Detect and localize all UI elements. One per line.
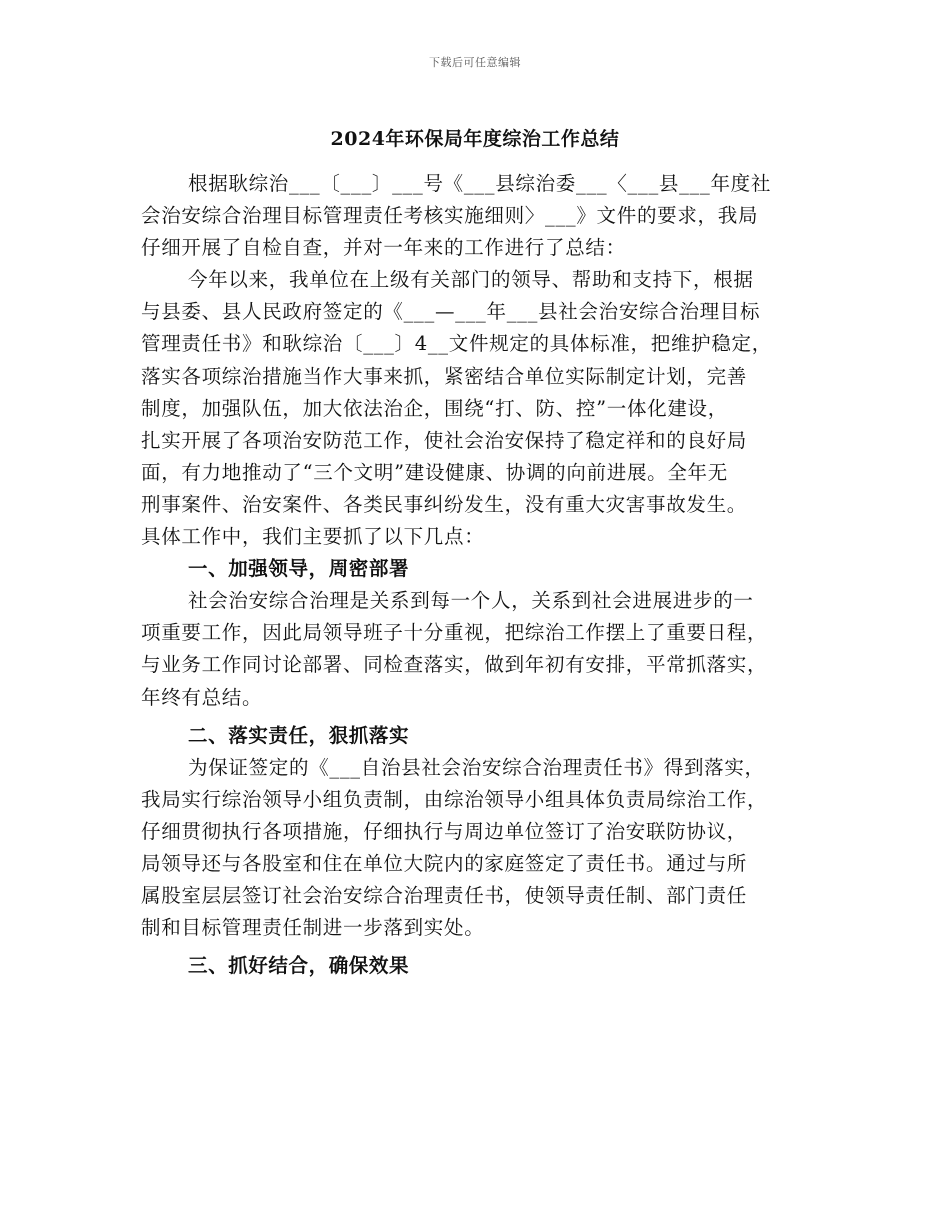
header-watermark: 下载后可任意编辑 bbox=[429, 56, 521, 69]
paragraph-line: 属股室层层签订社会治安综合治理责任书，使领导责任制、部门责任 bbox=[141, 884, 748, 908]
paragraph-line: 与业务工作同讨论部署、同检查落实，做到年初有安排，平常抓落实， bbox=[141, 653, 768, 677]
paragraph-line: 制度，加强队伍，加大依法治企，围绕“打、防、控”一体化建设， bbox=[141, 396, 728, 420]
paragraph-line: 今年以来，我单位在上级有关部门的领导、帮助和支持下，根据 bbox=[188, 268, 754, 292]
section-heading: 二、落实责任，狠抓落实 bbox=[188, 723, 410, 747]
paragraph-line: 局领导还与各股室和住在单位大院内的家庭签定了责任书。通过与所 bbox=[141, 851, 748, 875]
paragraph-line: 为保证签定的《___自治县社会治安综合治理责任书》得到落实， bbox=[188, 755, 765, 779]
paragraph-line: 制和目标管理责任制进一步落到实处。 bbox=[141, 916, 485, 940]
paragraph-line: 我局实行综治领导小组负责制，由综治领导小组具体负责局综治工作， bbox=[141, 787, 768, 811]
paragraph-line: 刑事案件、治安案件、各类民事纠纷发生，没有重大灾害事故发生。 bbox=[141, 492, 748, 516]
paragraph-line: 管理责任书》和耿综治〔___〕4__文件规定的具体标准，把维护稳定， bbox=[141, 332, 772, 356]
paragraph-line: 仔细贯彻执行各项措施，仔细执行与周边单位签订了治安联防协议， bbox=[141, 819, 748, 843]
paragraph-line: 扎实开展了各项治安防范工作，使社会治安保持了稳定祥和的良好局 bbox=[141, 428, 748, 452]
section-heading: 三、抓好结合，确保效果 bbox=[188, 954, 410, 978]
paragraph-line: 落实各项综治措施当作大事来抓，紧密结合单位实际制定计划，完善 bbox=[141, 364, 748, 388]
paragraph-line: 会治安综合治理目标管理责任考核实施细则〉___》文件的要求，我局 bbox=[141, 204, 759, 228]
paragraph-line: 具体工作中，我们主要抓了以下几点： bbox=[141, 525, 485, 549]
document-body bbox=[141, 168, 821, 982]
paragraph-line: 社会治安综合治理是关系到每一个人，关系到社会进展进步的一 bbox=[188, 589, 754, 613]
section-heading: 一、加强领导，周密部署 bbox=[188, 557, 410, 581]
paragraph-line: 根据耿综治___〔___〕___号《___县综治委___〈___县___年度社 bbox=[188, 172, 772, 195]
paragraph-line: 面，有力地推动了“三个文明”建设健康、协调的向前进展。全年无 bbox=[141, 460, 728, 484]
paragraph-line: 年终有总结。 bbox=[141, 685, 263, 709]
paragraph-line: 项重要工作，因此局领导班子十分重视，把综治工作摆上了重要日程， bbox=[141, 621, 768, 645]
paragraph-line: 仔细开展了自检自查，并对一年来的工作进行了总结： bbox=[141, 236, 626, 260]
document-title: 2024年环保局年度综治工作总结 bbox=[330, 128, 620, 150]
paragraph-line: 与县委、县人民政府签定的《___—___年___县社会治安综合治理目标 bbox=[141, 300, 761, 324]
